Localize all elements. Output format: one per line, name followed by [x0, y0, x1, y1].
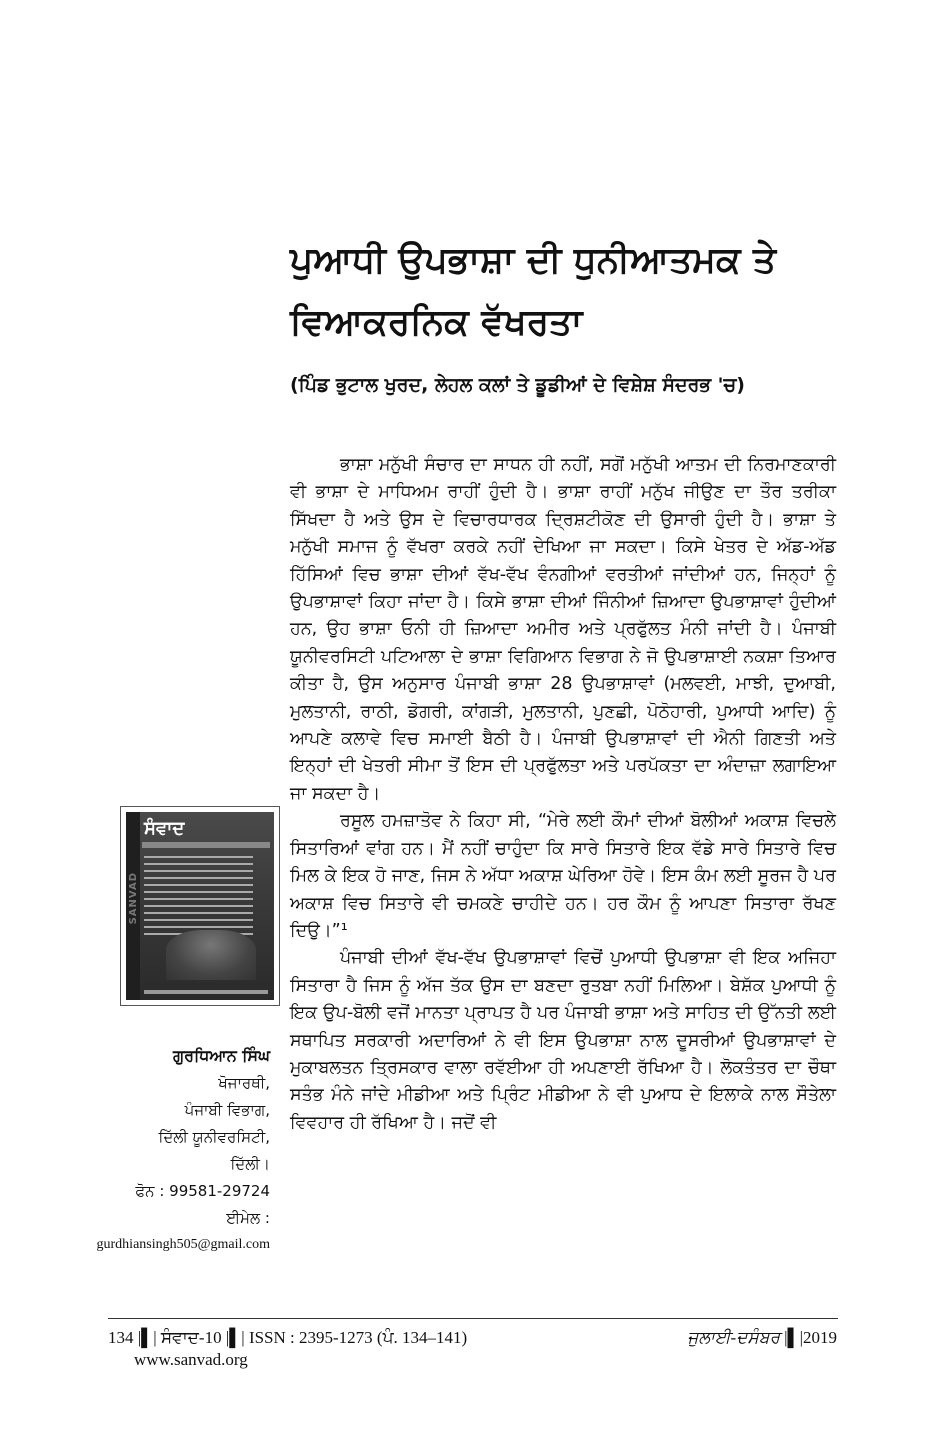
author-name: ਗੁਰਧਿਆਨ ਸਿੰਘ	[173, 1046, 270, 1065]
cover-spine	[126, 812, 140, 1000]
journal-cover-image	[120, 806, 280, 1006]
article-subtitle: (ਪਿੰਡ ਭੁਟਾਲ ਖੁਰਦ, ਲੇਹਲ ਕਲਾਂ ਤੇ ਡੂਡੀਆਂ ਦੇ ਵਿਸ਼ੇਸ਼ ਸੰਦਰਭ 'ਚ)	[290, 374, 745, 396]
cover-footer-band	[144, 990, 268, 994]
paragraph-2: ਰਸੂਲ ਹਮਜ਼ਾਤੋਵ ਨੇ ਕਿਹਾ ਸੀ, “ਮੇਰੇ ਲਈ ਕੌਮਾਂ ਦੀਆਂ ਬੋਲੀਆਂ ਅਕਾਸ਼ ਵਿਚਲੇ ਸਿਤਾਰਿਆਂ ਵਾਂਗ ਹਨ। ਮੈਂ ਨਹੀਂ ਚਾਹੁੰਦਾ ਕਿ ਸਾਰੇ ਸਿਤਾਰੇ ਇਕ ਵੱਡੇ ਸਾਰੇ ਸਿਤਾਰੇ ਵਿਚ ਮਿਲ ਕੇ ਇਕ ਹੋ ਜਾਣ, ਜਿਸ ਨੇ ਅੱਧਾ ਅਕਾਸ਼ ਘੇਰਿਆ ਹੋਵੇ। ਇਸ ਕੰਮ ਲਈ ਸੂਰਜ ਹੈ ਪਰ ਅਕਾਸ਼ ਵਿਚ ਸਿਤਾਰੇ ਵੀ ਚਮਕਣੇ ਚਾਹੀਦੇ ਹਨ। ਹਰ ਕੌਮ ਨੂੰ ਆਪਣਾ ਸਿਤਾਰਾ ਰੱਖਣ ਦਿਉ।”¹	[290, 811, 836, 941]
paragraph-1: ਭਾਸ਼ਾ ਮਨੁੱਖੀ ਸੰਚਾਰ ਦਾ ਸਾਧਨ ਹੀ ਨਹੀਂ, ਸਗੋਂ ਮਨੁੱਖੀ ਆਤਮ ਦੀ ਨਿਰਮਾਣਕਾਰੀ ਵੀ ਭਾਸ਼ਾ ਦੇ ਮਾਧਿਅਮ ਰਾਹੀਂ ਹੁੰਦੀ ਹੈ। ਭਾਸ਼ਾ ਰਾਹੀਂ ਮਨੁੱਖ ਜੀਉਣ ਦਾ ਤੌਰ ਤਰੀਕਾ ਸਿੱਖਦਾ ਹੈ ਅਤੇ ਉਸ ਦੇ ਵਿਚਾਰਧਾਰਕ ਦ੍ਰਿਸ਼ਟੀਕੋਣ ਦੀ ਉਸਾਰੀ ਹੁੰਦੀ ਹੈ। ਭਾਸ਼ਾ ਤੇ ਮਨੁੱਖੀ ਸਮਾਜ ਨੂੰ ਵੱਖਰਾ ਕਰਕੇ ਨਹੀਂ ਦੇਖਿਆ ਜਾ ਸਕਦਾ। ਕਿਸੇ ਖੇਤਰ ਦੇ ਅੱਡ-ਅੱਡ ਹਿੱਸਿਆਂ ਵਿਚ ਭਾਸ਼ਾ ਦੀਆਂ ਵੱਖ-ਵੱਖ ਵੰਨਗੀਆਂ ਵਰਤੀਆਂ ਜਾਂਦੀਆਂ ਹਨ, ਜਿਨ੍ਹਾਂ ਨੂੰ ਉਪਭਾਸ਼ਾਵਾਂ ਕਿਹਾ ਜਾਂਦਾ ਹੈ। ਕਿਸੇ ਭਾਸ਼ਾ ਦੀਆਂ ਜਿੰਨੀਆਂ ਜ਼ਿਆਦਾ ਉਪਭਾਸ਼ਾਵਾਂ ਹੁੰਦੀਆਂ ਹਨ, ਉਹ ਭਾਸ਼ਾ ਓਨੀ ਹੀ ਜ਼ਿਆਦਾ ਅਮੀਰ ਅਤੇ ਪ੍ਰਫੁੱਲਤ ਮੰਨੀ ਜਾਂਦੀ ਹੈ। ਪੰਜਾਬੀ ਯੂਨੀਵਰਸਿਟੀ ਪਟਿਆਲਾ ਦੇ ਭਾਸ਼ਾ ਵਿਗਿਆਨ ਵਿਭਾਗ ਨੇ ਜੋ ਉਪਭਾਸ਼ਾਈ ਨਕਸ਼ਾ ਤਿਆਰ ਕੀਤਾ ਹੈ, ਉਸ ਅਨੁਸਾਰ ਪੰਜਾਬੀ ਭਾਸ਼ਾ 28 ਉਪਭਾਸ਼ਾਵਾਂ (ਮਲਵਈ, ਮਾਝੀ, ਦੁਆਬੀ, ਮੁਲਤਾਨੀ, ਰਾਠੀ, ਡੋਗਰੀ, ਕਾਂਗੜੀ, ਮੁਲਤਾਨੀ, ਪੁਣਛੀ, ਪੋਠੋਹਾਰੀ, ਪੁਆਧੀ ਆਦਿ) ਨੂੰ ਆਪਣੇ ਕਲਾਵੇ ਵਿਚ ਸਮਾਈ ਬੈਠੀ ਹੈ। ਪੰਜਾਬੀ ਉਪਭਾਸ਼ਾਵਾਂ ਦੀ ਐਨੀ ਗਿਣਤੀ ਅਤੇ ਇਨ੍ਹਾਂ ਦੀ ਖੇਤਰੀ ਸੀਮਾ ਤੋਂ ਇਸ ਦੀ ਪ੍ਰਫੁੱਲਤਾ ਅਤੇ ਪਰਪੱਕਤਾ ਦਾ ਅੰਦਾਜ਼ਾ ਲਗਾਇਆ ਜਾ ਸਕਦਾ ਹੈ।	[290, 455, 836, 804]
author-info	[80, 1042, 270, 1258]
footer-citation: 134 |▌| ਸੰਵਾਦ-10 |▌| ISSN : 2395-1273 (ਪੰ. 134–141)	[108, 1328, 468, 1347]
title-line-1: ਪੁਆਧੀ ਉਪਭਾਸ਼ਾ ਦੀ ਧੁਨੀਆਤਮਕ ਤੇ	[290, 240, 777, 281]
author-university: ਦਿੱਲੀ ਯੂਨੀਵਰਸਿਟੀ,	[158, 1128, 270, 1146]
paragraph-3: ਪੰਜਾਬੀ ਦੀਆਂ ਵੱਖ-ਵੱਖ ਉਪਭਾਸ਼ਾਵਾਂ ਵਿਚੋਂ ਪੁਆਧੀ ਉਪਭਾਸ਼ਾ ਵੀ ਇਕ ਅਜਿਹਾ ਸਿਤਾਰਾ ਹੈ ਜਿਸ ਨੂੰ ਅੱਜ ਤੱਕ ਉਸ ਦਾ ਬਣਦਾ ਰੁਤਬਾ ਨਹੀਂ ਮਿਲਿਆ। ਬੇਸ਼ੱਕ ਪੁਆਧੀ ਨੂੰ ਇਕ ਉਪ-ਬੋਲੀ ਵਜੋਂ ਮਾਨਤਾ ਪ੍ਰਾਪਤ ਹੈ ਪਰ ਪੰਜਾਬੀ ਭਾਸ਼ਾ ਅਤੇ ਸਾਹਿਤ ਦੀ ਉੱਨਤੀ ਲਈ ਸਥਾਪਿਤ ਸਰਕਾਰੀ ਅਦਾਰਿਆਂ ਨੇ ਵੀ ਇਸ ਉਪਭਾਸ਼ਾ ਨਾਲ ਦੂਸਰੀਆਂ ਉਪਭਾਸ਼ਾਵਾਂ ਦੇ ਮੁਕਾਬਲਤਨ ਤ੍ਰਿਸਕਾਰ ਵਾਲਾ ਰਵੱਈਆ ਹੀ ਅਪਣਾਈ ਰੱਖਿਆ ਹੈ। ਲੋਕਤੰਤਰ ਦਾ ਚੌਥਾ ਸਤੰਭ ਮੰਨੇ ਜਾਂਦੇ ਮੀਡੀਆ ਅਤੇ ਪ੍ਰਿੰਟ ਮੀਡੀਆ ਨੇ ਵੀ ਪੁਆਧ ਦੇ ਇਲਾਕੇ ਨਾਲ ਸੌਤੇਲਾ ਵਿਵਹਾਰ ਹੀ ਰੱਖਿਆ ਹੈ। ਜਦੋਂ ਵੀ	[290, 948, 836, 1133]
cover-spine-text: SANVAD	[128, 872, 139, 925]
footer-divider	[108, 1318, 838, 1319]
footer-period: ਜੁਲਾਈ-ਦਸੰਬਰ	[687, 1328, 780, 1347]
cover-logo: ਸੰਵਾਦ	[144, 818, 185, 839]
cover-contents-list	[144, 856, 268, 940]
author-department: ਪੰਜਾਬੀ ਵਿਭਾਗ,	[184, 1101, 270, 1119]
footer-issue-date	[687, 1327, 837, 1349]
author-email: gurdhiansingh505@gmail.com	[96, 1237, 270, 1252]
cover-building-photo	[166, 930, 256, 980]
cover-band	[142, 842, 270, 848]
footer-year: |▌|2019	[779, 1328, 837, 1347]
author-city: ਦਿੱਲੀ।	[230, 1155, 270, 1173]
author-phone: ਫੋਨ : 99581-29724	[135, 1182, 270, 1200]
author-role: ਖੋਜਾਰਥੀ,	[218, 1074, 270, 1092]
footer-url: www.sanvad.org	[134, 1350, 248, 1369]
cover-artwork	[126, 812, 274, 1000]
author-email-label: ਈਮੇਲ :	[226, 1209, 270, 1227]
article-title	[290, 230, 850, 354]
title-line-2: ਵਿਆਕਰਨਿਕ ਵੱਖਰਤਾ	[290, 302, 583, 343]
article-body	[290, 452, 836, 1137]
